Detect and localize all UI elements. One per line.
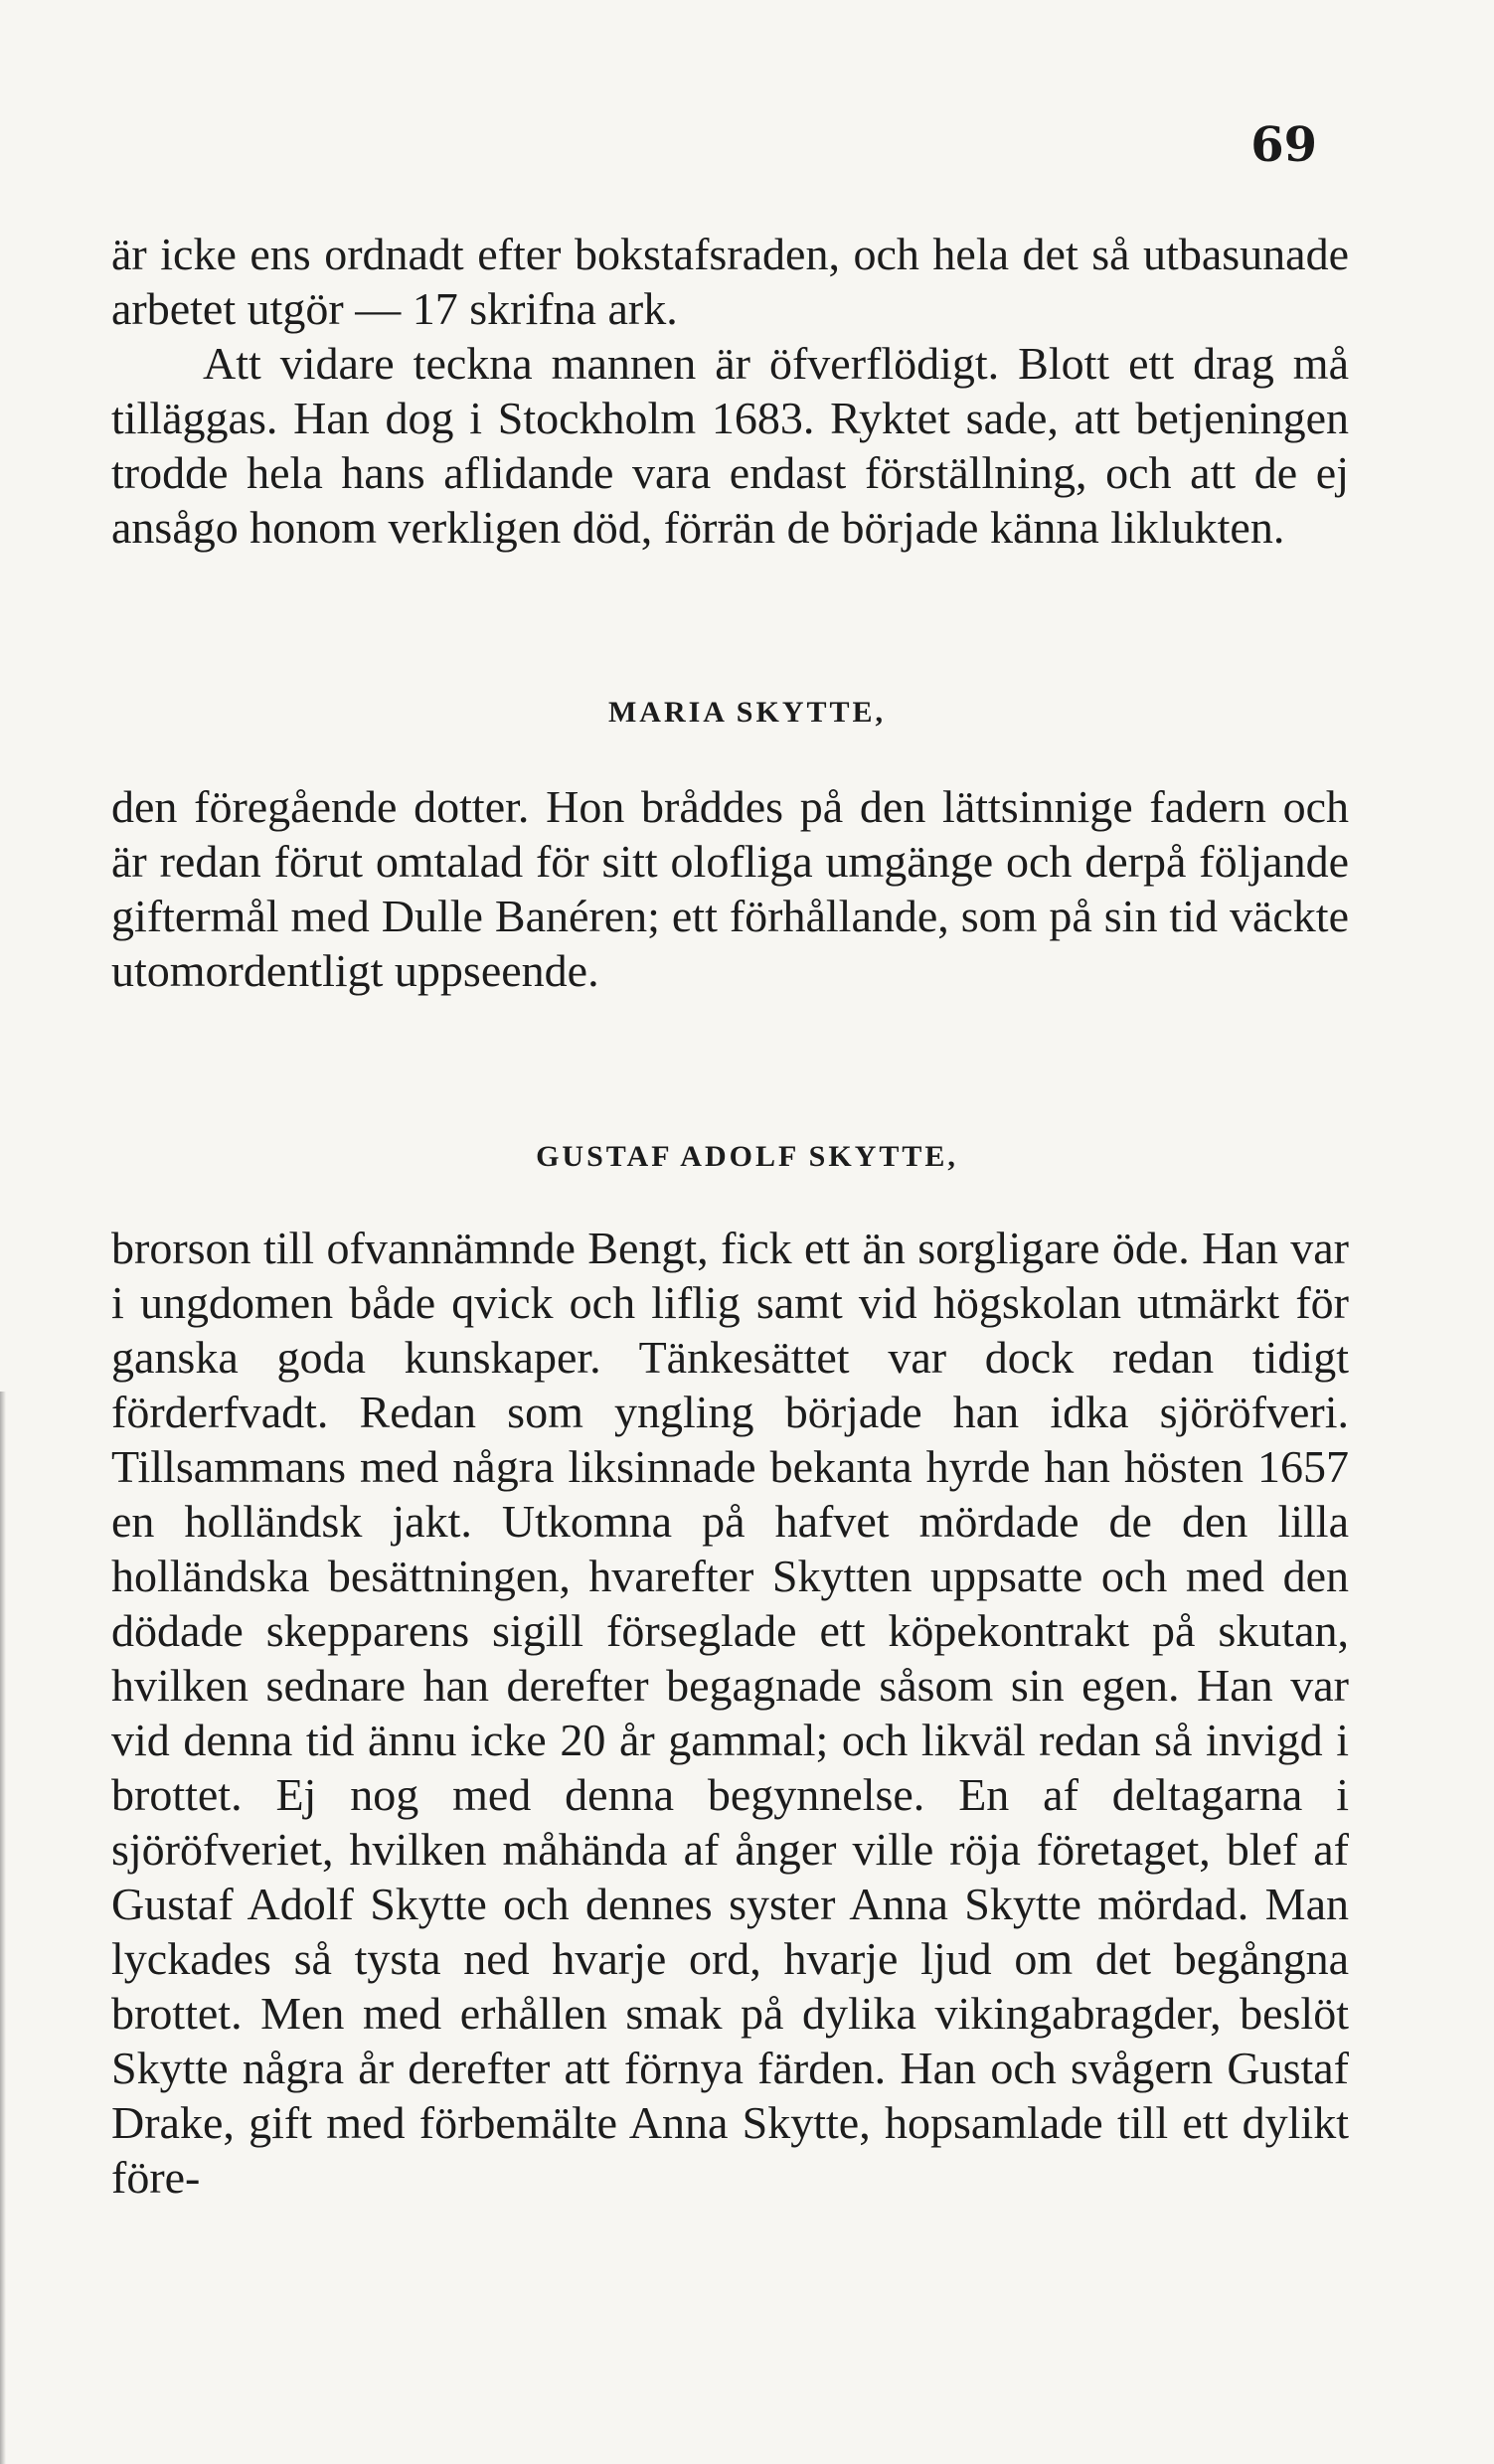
- section-heading-maria: MARIA SKYTTE,: [607, 696, 887, 729]
- paragraph: Att vidare teckna mannen är öfverflödigt. Blott ett drag må tilläggas. Han dog i Stockholm 1683. Ryktet sade, att betjeningen trodde hela hans aflidande vara endast förställning, och att de ej ansågo honom verkligen död, förrän de började känna liklukten.: [111, 338, 1349, 553]
- paragraph: är icke ens ordnadt efter bokstafsraden, och hela det så utbasunade arbetet utgör — 17 skrifna ark.: [111, 229, 1349, 334]
- paragraph: den föregående dotter. Hon bråddes på den lättsinnige fadern och är redan förut omtalad för sitt olofliga umgänge och derpå följande giftermål med Dulle Banéren; ett förhållande, som på sin tid väckte utomordentligt uppseende.: [111, 781, 1349, 996]
- section-heading-gustaf: GUSTAF ADOLF SKYTTE,: [536, 1140, 958, 1173]
- scan-edge-shadow: [0, 1392, 6, 2464]
- paragraph: brorson till ofvannämnde Bengt, fick ett än sorgligare öde. Han var i ungdomen både qvick och liflig samt vid högskolan utmärkt för ganska goda kunskaper. Tänkesättet var dock redan tidigt förderfvadt. Redan som yngling började han idka sjöröfveri. Tillsammans med några liksinnade bekanta hyrde han hösten 1657 en holländsk jakt. Utkomna på hafvet mördade de den lilla holländska besättningen, hvarefter Skytten uppsatte och med den dödade skepparens sigill förseglade ett köpekontrakt på skutan, hvilken sednare han derefter begagnade såsom sin egen. Han var vid denna tid ännu icke 20 år gammal; och likväl redan så invigd i brottet. Ej nog med denna begynnelse. En af deltagarna i sjöröfveriet, hvilken måhända af ånger ville röja företaget, blef af Gustaf Adolf Skytte och dennes syster Anna Skytte mördad. Man lyckades så tysta ned hvarje ord, hvarje ljud om det begångna brottet. Men med erhållen smak på dylika vikingabragder, beslöt Skytte några år derefter att förnya färden. Han och svågern Gustaf Drake, gift med förbemälte Anna Skytte, hopsamlade till ett dylikt före-: [111, 1223, 1349, 2203]
- page-number: 69: [1250, 117, 1317, 173]
- text-block-gustaf: [111, 1221, 1349, 2205]
- text-block-intro: [111, 227, 1349, 555]
- text-block-maria: [111, 779, 1349, 998]
